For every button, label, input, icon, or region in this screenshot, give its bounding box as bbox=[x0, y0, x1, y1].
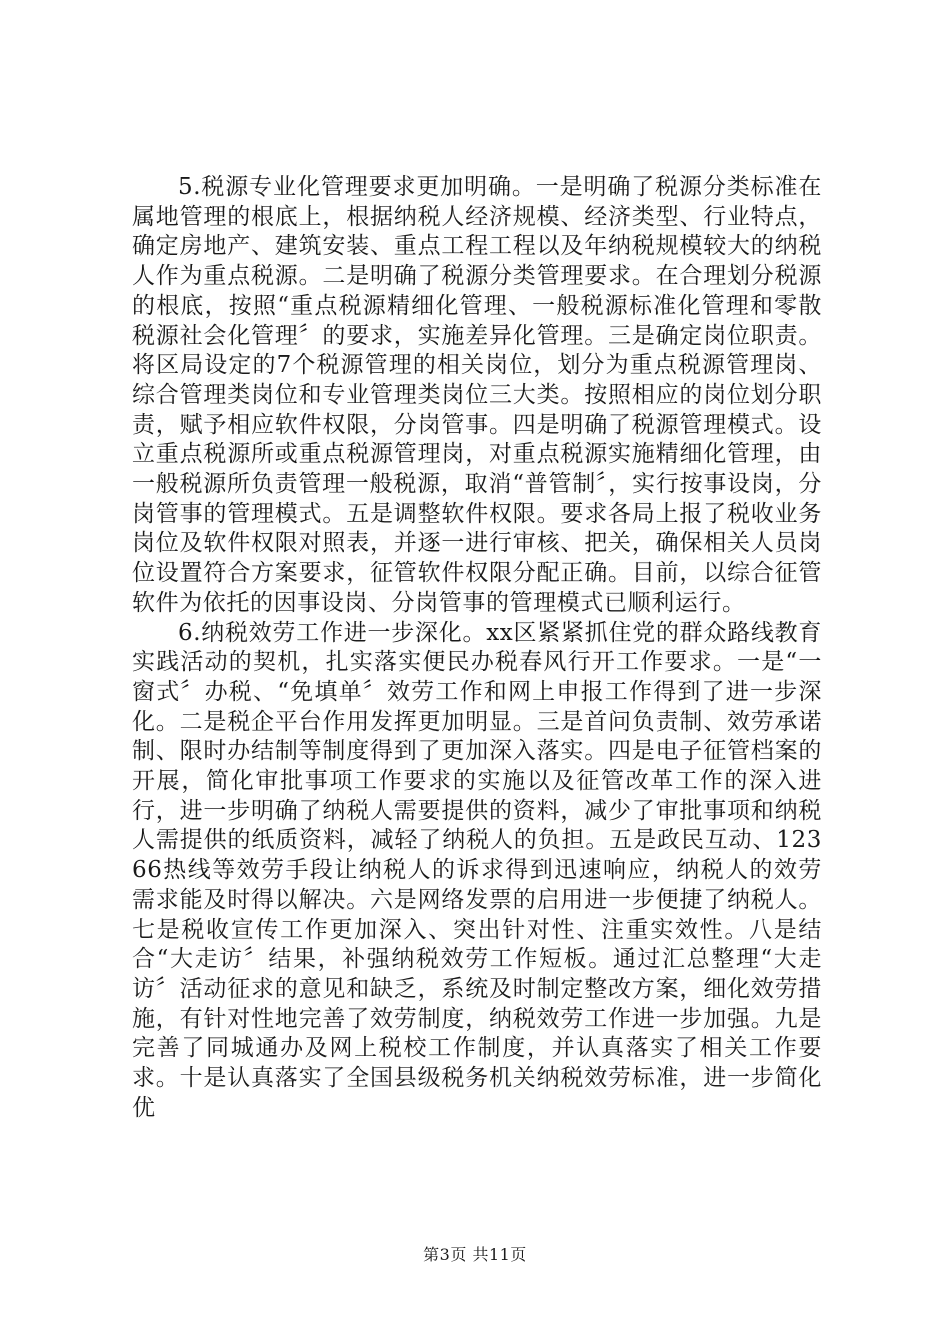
paragraph-tax-source-management: 5.税源专业化管理要求更加明确。一是明确了税源分类标准在属地管理的根底上，根据纳税人经济规模、经济类型、行业特点，确定房地产、建筑安装、重点工程工程以及年纳税规模较大的纳税人作为重点税源。二是明确了税源分类管理要求。在合理划分税源的根底，按照“重点税源精细化管理、一般税源标准化管理和零散税源社会化管理〞的要求，实施差异化管理。三是确定岗位职责。将区局设定的7个税源管理的相关岗位，划分为重点税源管理岗、综合管理类岗位和专业管理类岗位三大类。按照相应的岗位划分职责，赋予相应软件权限，分岗管事。四是明确了税源管理模式。设立重点税源所或重点税源管理岗，对重点税源实施精细化管理，由一般税源所负责管理一般税源，取消“普管制〞，实行按事设岗，分岗管事的管理模式。五是调整软件权限。要求各局上报了税收业务岗位及软件权限对照表，并逐一进行审核、把关，确保相关人员岗位设置符合方案要求，征管软件权限分配正确。目前，以综合征管软件为依托的因事设岗、分岗管事的管理模式已顺利运行。 bbox=[132, 174, 822, 616]
document-body bbox=[132, 173, 822, 1124]
paragraph-taxpayer-service: 6.纳税效劳工作进一步深化。xx区紧紧抓住党的群众路线教育实践活动的契机，扎实落实便民办税春风行开工作要求。一是“一窗式〞办税、“免填单〞效劳工作和网上申报工作得到了进一步深化。二是税企平台作用发挥更加明显。三是首问负责制、效劳承诺制、限时办结制等制度得到了更加深入落实。四是电子征管档案的开展，简化审批事项工作要求的实施以及征管改革工作的深入进行，进一步明确了纳税人需要提供的资料，减少了审批事项和纳税人需提供的纸质资料，减轻了纳税人的负担。五是政民互动、12366热线等效劳手段让纳税人的诉求得到迅速响应，纳税人的效劳需求能及时得以解决。六是网络发票的启用进一步便捷了纳税人。七是税收宣传工作更加深入、突出针对性、注重实效性。八是结合“大走访〞结果，补强纳税效劳工作短板。通过汇总整理“大走访〞活动征求的意见和缺乏，系统及时制定整改方案，细化效劳措施，有针对性地完善了效劳制度，纳税效劳工作进一步加强。九是完善了同城通办及网上税校工作制度，并认真落实了相关工作要求。十是认真落实了全国县级税务机关纳税效劳标准，进一步简化优 bbox=[132, 619, 822, 1121]
page-number-footer: 第3页 共11页 bbox=[423, 1245, 527, 1264]
